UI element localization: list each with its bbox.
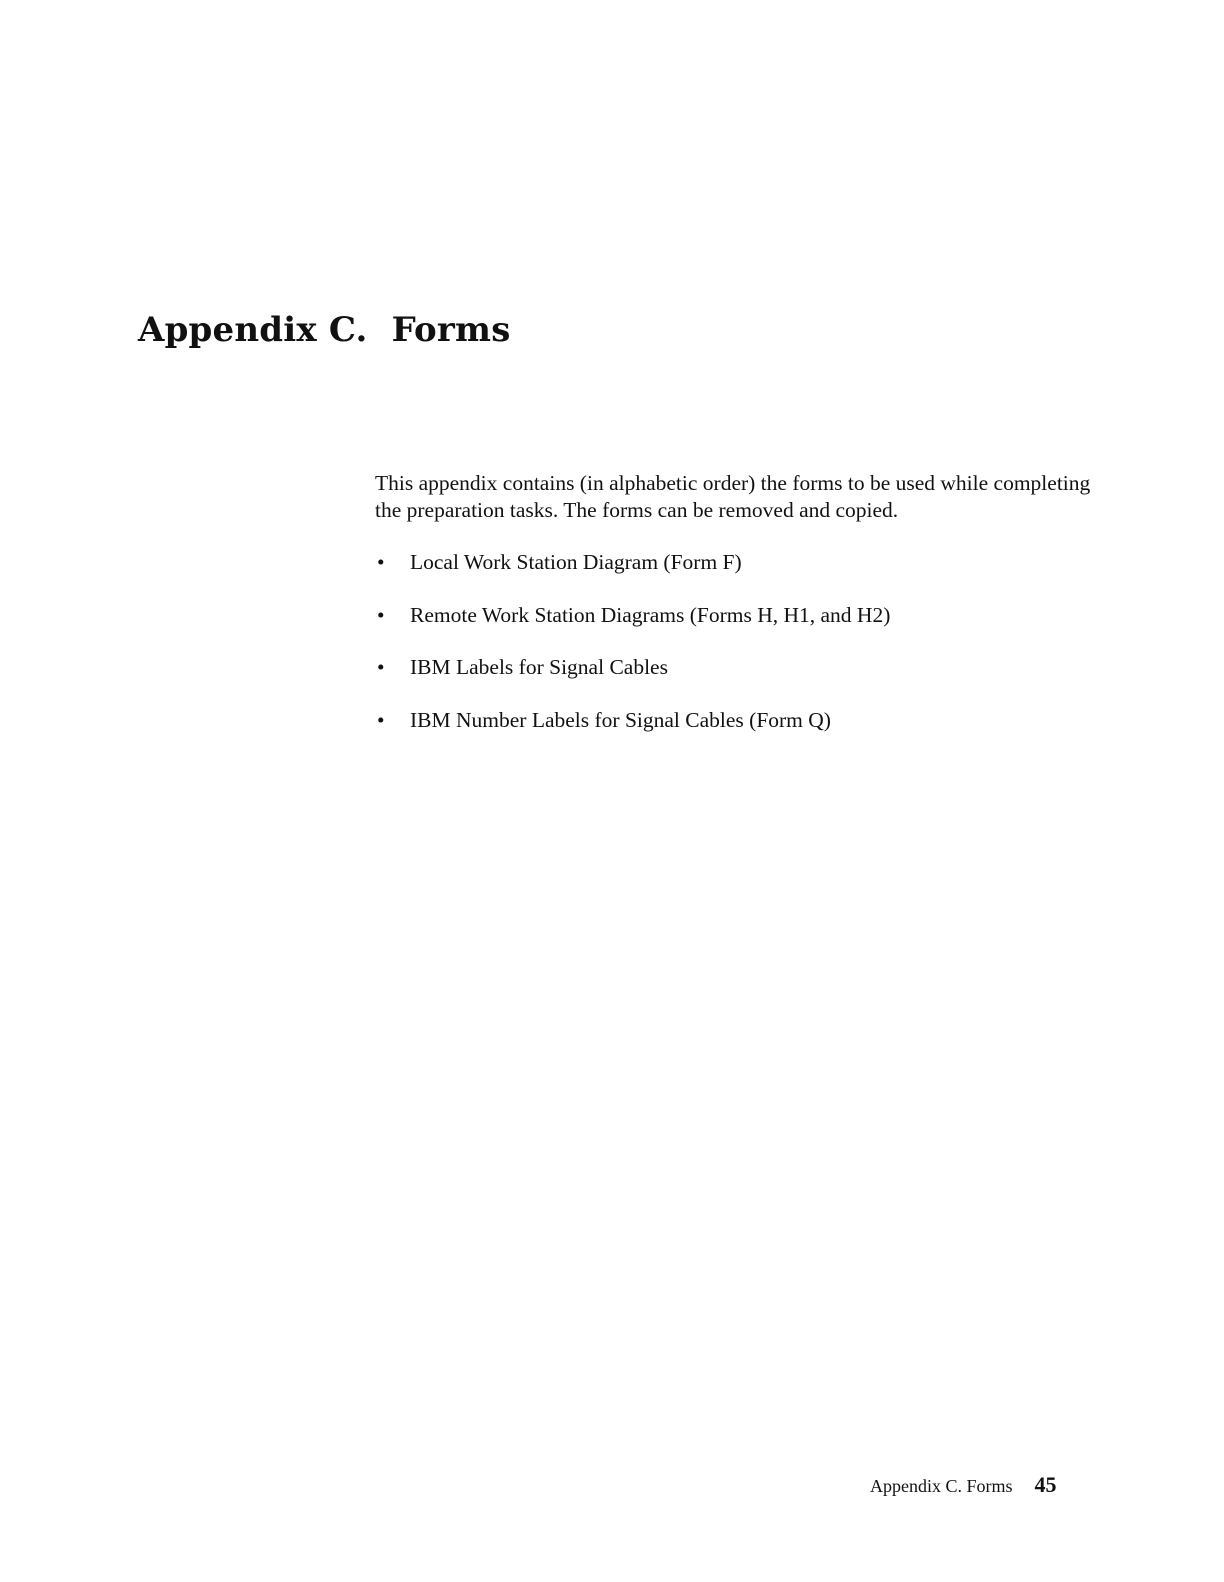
list-item-text: Local Work Station Diagram (Form F) (410, 550, 742, 574)
footer-title: Appendix C. Forms (870, 1476, 1013, 1496)
list-item (375, 549, 1095, 576)
list-item-text: IBM Labels for Signal Cables (410, 655, 668, 679)
intro-paragraph: This appendix contains (in alphabetic order) the forms to be used while completing the preparation tasks. The forms can be removed and copied. (375, 471, 1091, 522)
list-item (375, 602, 1095, 629)
bullet-icon: • (377, 707, 385, 732)
bullet-icon: • (377, 655, 385, 679)
bullet-icon: • (377, 602, 385, 627)
list-item-text: Remote Work Station Diagrams (Forms H, H1, and H2) (410, 602, 891, 627)
list-item (375, 654, 1095, 681)
body-content (375, 470, 1095, 759)
chapter-title (138, 310, 511, 351)
list-item (375, 707, 1095, 734)
list-item-text: IBM Number Labels for Signal Cables (Form Q) (410, 707, 831, 732)
running-footer (870, 1472, 1057, 1498)
chapter-title-text: Forms (391, 310, 511, 350)
bullet-icon: • (377, 550, 385, 574)
page-number: 45 (1034, 1472, 1057, 1497)
chapter-number-label: Appendix C. (138, 310, 368, 350)
forms-list (375, 549, 1095, 733)
